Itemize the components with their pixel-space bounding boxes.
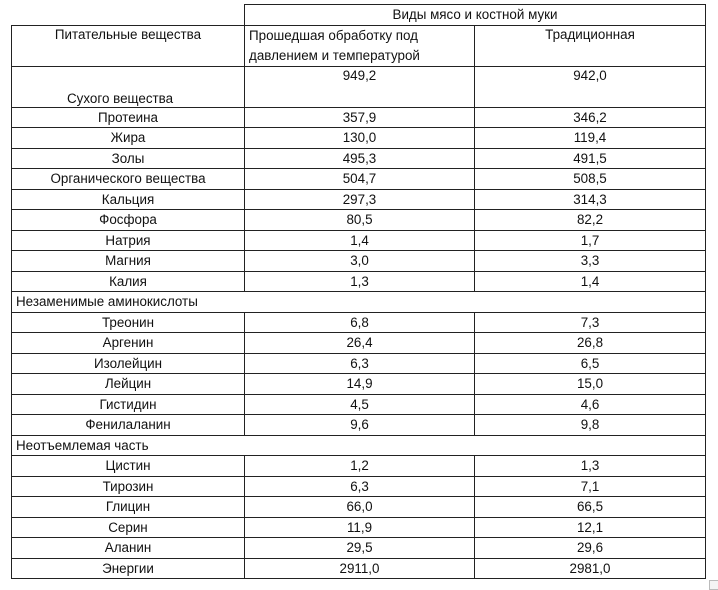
cell-label: Тирозин bbox=[12, 476, 245, 497]
cell-pressure-value: 495,3 bbox=[245, 148, 475, 169]
table-row bbox=[12, 230, 706, 251]
cell-label: Цистин bbox=[12, 456, 245, 477]
table-row bbox=[12, 538, 706, 559]
table-row bbox=[12, 415, 706, 436]
cell-pressure-value: 1,3 bbox=[245, 271, 475, 292]
cell-traditional-value: 9,8 bbox=[475, 415, 706, 436]
cell-label: Органического вещества bbox=[12, 169, 245, 190]
cell-traditional-value: 942,0 bbox=[475, 66, 706, 107]
nutrient-table bbox=[11, 4, 706, 579]
table-row bbox=[12, 210, 706, 231]
table-row bbox=[12, 456, 706, 477]
cell-pressure-value: 1,4 bbox=[245, 230, 475, 251]
cell-pressure-value: 4,5 bbox=[245, 394, 475, 415]
section-title: Незаменимые аминокислоты bbox=[12, 292, 706, 313]
row-energy bbox=[12, 558, 706, 579]
table-row bbox=[12, 476, 706, 497]
cell-label: Глицин bbox=[12, 497, 245, 518]
cell-label: Аланин bbox=[12, 538, 245, 559]
cell-traditional-value: 82,2 bbox=[475, 210, 706, 231]
table-row bbox=[12, 517, 706, 538]
table-row bbox=[12, 312, 706, 333]
section-row-integral bbox=[12, 435, 706, 456]
row-dry-matter bbox=[12, 66, 706, 107]
cell-label: Энергии bbox=[12, 558, 245, 579]
cell-traditional-value: 26,8 bbox=[475, 333, 706, 354]
cell-pressure-value: 11,9 bbox=[245, 517, 475, 538]
cell-pressure-value: 6,8 bbox=[245, 312, 475, 333]
cell-traditional-value: 508,5 bbox=[475, 169, 706, 190]
cell-traditional-value: 6,5 bbox=[475, 353, 706, 374]
table-row bbox=[12, 189, 706, 210]
cell-traditional-value: 1,7 bbox=[475, 230, 706, 251]
cell-traditional-value: 15,0 bbox=[475, 374, 706, 395]
table-row bbox=[12, 128, 706, 149]
cell-pressure-value: 2911,0 bbox=[245, 558, 475, 579]
cell-pressure-value: 80,5 bbox=[245, 210, 475, 231]
cell-pressure-value: 504,7 bbox=[245, 169, 475, 190]
cell-pressure-value: 66,0 bbox=[245, 497, 475, 518]
section-title: Неотъемлемая часть bbox=[12, 435, 706, 456]
cell-label: Протеина bbox=[12, 107, 245, 128]
table-resize-handle[interactable] bbox=[709, 580, 718, 590]
cell-label: Лейцин bbox=[12, 374, 245, 395]
header-empty-cell bbox=[12, 5, 245, 26]
cell-traditional-value: 1,4 bbox=[475, 271, 706, 292]
header-row-columns bbox=[12, 25, 706, 66]
table-row bbox=[12, 251, 706, 272]
cell-traditional-value: 1,3 bbox=[475, 456, 706, 477]
cell-label: Аргенин bbox=[12, 333, 245, 354]
cell-label: Треонин bbox=[12, 312, 245, 333]
cell-traditional-value: 4,6 bbox=[475, 394, 706, 415]
cell-pressure-value: 9,6 bbox=[245, 415, 475, 436]
cell-label: Серин bbox=[12, 517, 245, 538]
cell-label: Натрия bbox=[12, 230, 245, 251]
cell-traditional-value: 66,5 bbox=[475, 497, 706, 518]
cell-label: Гистидин bbox=[12, 394, 245, 415]
table-row bbox=[12, 271, 706, 292]
cell-pressure-value: 3,0 bbox=[245, 251, 475, 272]
cell-pressure-value: 130,0 bbox=[245, 128, 475, 149]
cell-traditional-value: 119,4 bbox=[475, 128, 706, 149]
table-row bbox=[12, 353, 706, 374]
table-row bbox=[12, 497, 706, 518]
cell-label: Калия bbox=[12, 271, 245, 292]
cell-pressure-value: 949,2 bbox=[245, 66, 475, 107]
table-row bbox=[12, 374, 706, 395]
cell-traditional-value: 491,5 bbox=[475, 148, 706, 169]
cell-traditional-value: 346,2 bbox=[475, 107, 706, 128]
cell-traditional-value: 314,3 bbox=[475, 189, 706, 210]
cell-pressure-value: 14,9 bbox=[245, 374, 475, 395]
cell-label: Фенилаланин bbox=[12, 415, 245, 436]
cell-label: Жира bbox=[12, 128, 245, 149]
cell-label: Сухого вещества bbox=[12, 66, 245, 107]
cell-pressure-value: 6,3 bbox=[245, 476, 475, 497]
header-meal-types: Виды мясо и костной муки bbox=[245, 5, 706, 26]
cell-traditional-value: 2981,0 bbox=[475, 558, 706, 579]
header-nutrients: Питательные вещества bbox=[12, 25, 245, 66]
cell-pressure-value: 1,2 bbox=[245, 456, 475, 477]
cell-pressure-value: 357,9 bbox=[245, 107, 475, 128]
cell-label: Золы bbox=[12, 148, 245, 169]
header-traditional: Традиционная bbox=[475, 25, 706, 66]
cell-pressure-value: 297,3 bbox=[245, 189, 475, 210]
cell-label: Магния bbox=[12, 251, 245, 272]
table-row bbox=[12, 394, 706, 415]
cell-traditional-value: 12,1 bbox=[475, 517, 706, 538]
header-pressure-processed: Прошедшая обработку под давлением и температурой bbox=[245, 25, 475, 66]
cell-label: Изолейцин bbox=[12, 353, 245, 374]
cell-pressure-value: 29,5 bbox=[245, 538, 475, 559]
cell-traditional-value: 7,3 bbox=[475, 312, 706, 333]
cell-pressure-value: 26,4 bbox=[245, 333, 475, 354]
cell-traditional-value: 29,6 bbox=[475, 538, 706, 559]
header-row-group bbox=[12, 5, 706, 26]
section-row-essential bbox=[12, 292, 706, 313]
table-row bbox=[12, 107, 706, 128]
table-row bbox=[12, 169, 706, 190]
cell-pressure-value: 6,3 bbox=[245, 353, 475, 374]
cell-label: Кальция bbox=[12, 189, 245, 210]
cell-traditional-value: 3,3 bbox=[475, 251, 706, 272]
table-row bbox=[12, 148, 706, 169]
table-row bbox=[12, 333, 706, 354]
cell-traditional-value: 7,1 bbox=[475, 476, 706, 497]
cell-label: Фосфора bbox=[12, 210, 245, 231]
